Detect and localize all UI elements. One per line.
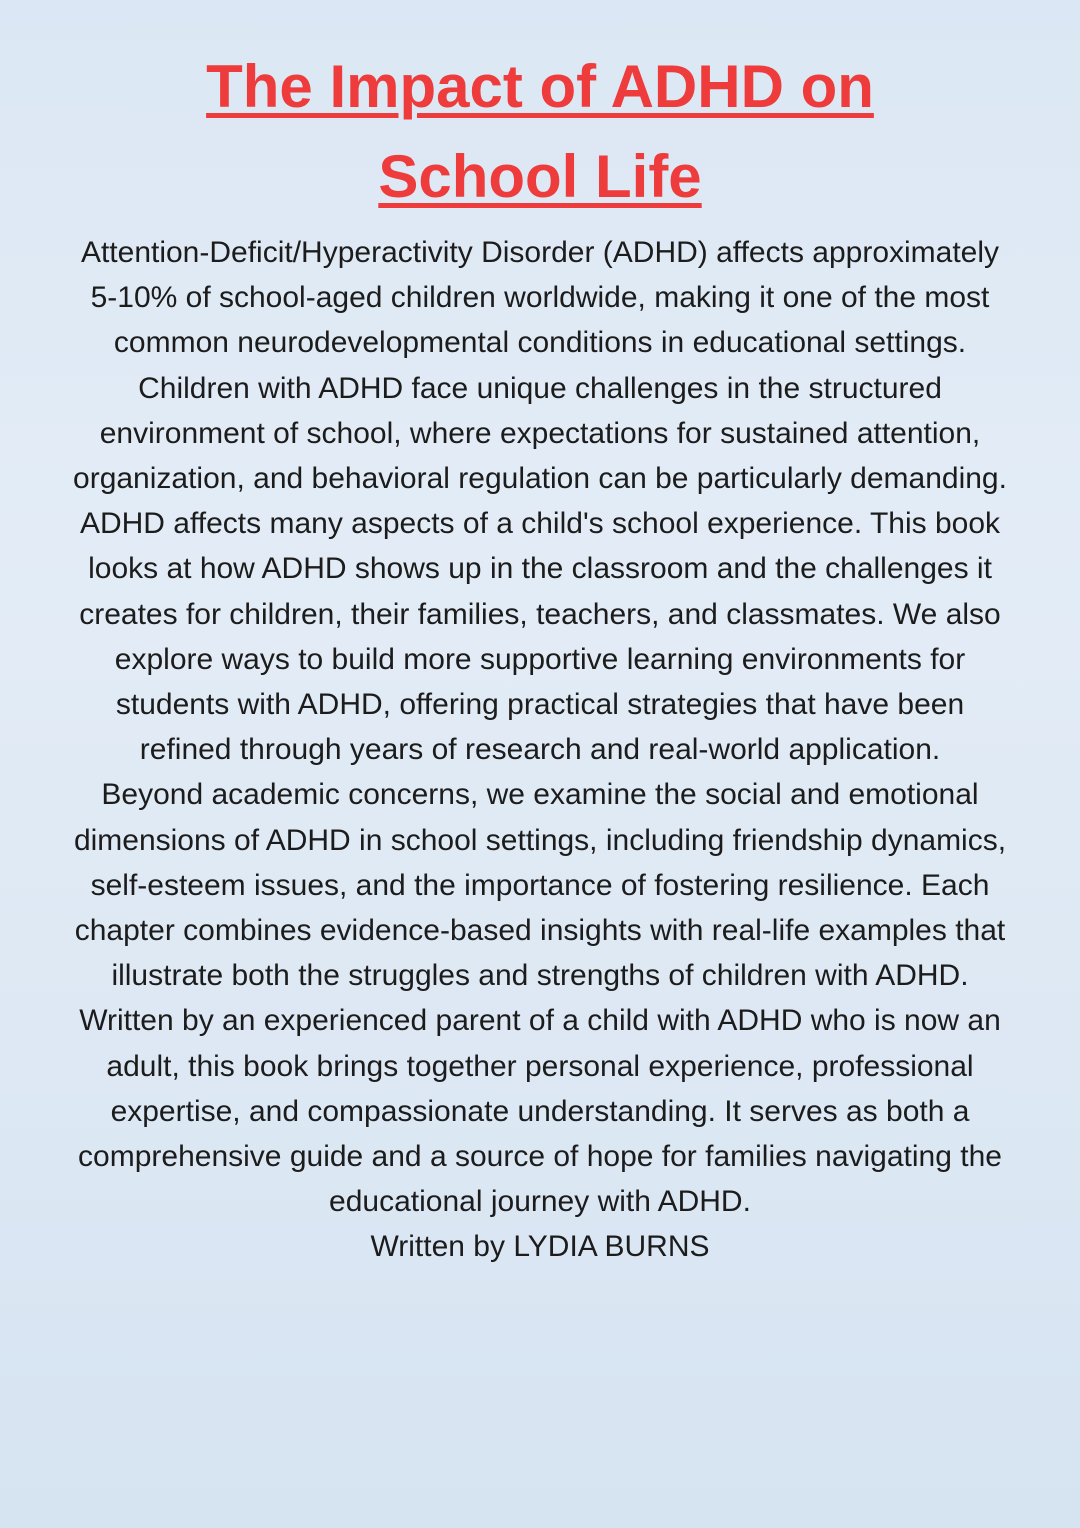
body-text [66, 230, 1014, 1270]
paragraph-social-emotional: Beyond academic concerns, we examine the social and emotional dimensions of ADHD in school settings, including friendship dynamics, self-esteem issues, and the importance of fostering resilience. Each chapter combines evidence-based insights with real-life examples that illustrate both the struggles and strengths of children with ADHD. [73, 778, 1007, 993]
paragraph-intro: Attention-Deficit/Hyperactivity Disorder (ADHD) affects approximately 5-10% of school-aged children worldwide, making it one of the most common neurodevelopmental conditions in educational settings. Children with ADHD face unique challenges in the structured environment of school, where expectations for sustained attention, organization, and behavioral regulation can be particularly demanding. [73, 236, 1007, 496]
title-line-2: School Life [378, 143, 702, 210]
page-title [66, 42, 1014, 222]
paragraph-author-background: Written by an experienced parent of a child with ADHD who is now an adult, this book brings together personal experience, professional expertise, and compassionate understanding. It serves as both a comprehensive guide and a source of hope for families navigating the educational journey with ADHD. [78, 1004, 1002, 1219]
title-line-1: The Impact of ADHD on [206, 53, 874, 120]
paragraph-book-overview: ADHD affects many aspects of a child's school experience. This book looks at how ADHD shows up in the classroom and the challenges it creates for children, their families, teachers, and classmates. We also explore ways to build more supportive learning environments for students with ADHD, offering practical strategies that have been refined through years of research and real-world application. [79, 507, 1001, 767]
author-credit: Written by LYDIA BURNS [370, 1230, 710, 1264]
